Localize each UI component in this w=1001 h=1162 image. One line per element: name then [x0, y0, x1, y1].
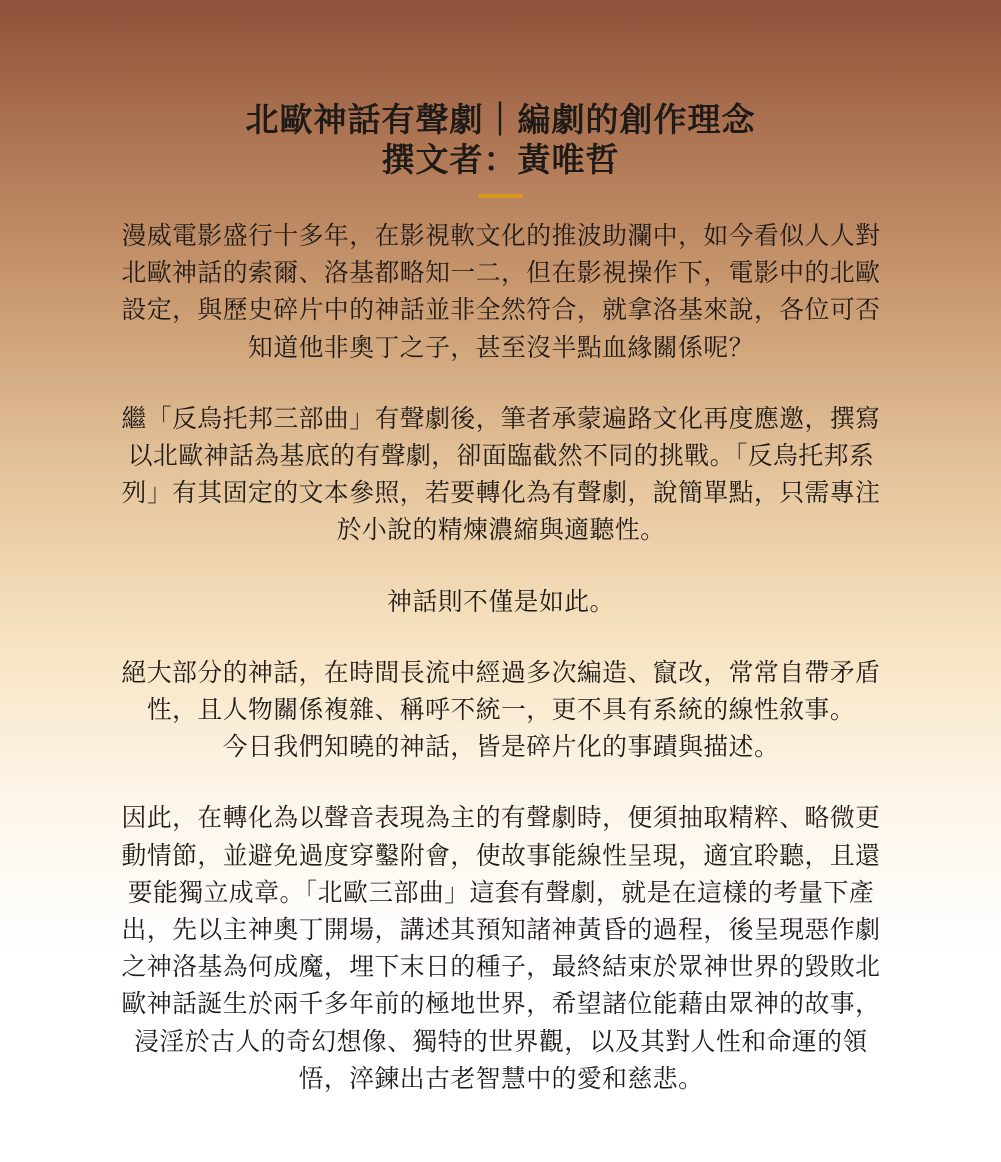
- text-line: 歐神話誕生於兩千多年前的極地世界，希望諸位能藉由眾神的故事，: [121, 989, 881, 1019]
- text-line: 設定，與歷史碎片中的神話並非全然符合，就拿洛基來說，各位可否: [121, 295, 881, 325]
- text-line: 之神洛基為何成魔，埋下末日的種子，最終結束於眾神世界的毀敗北: [121, 952, 881, 982]
- text-line: 出，先以主神奧丁開場，講述其預知諸神黃昏的過程，後呈現惡作劇: [121, 915, 881, 945]
- text-line: 悟，淬鍊出古老智慧中的愛和慈悲。: [298, 1063, 704, 1093]
- text-line: 要能獨立成章。「北歐三部曲」這套有聲劇，就是在這樣的考量下產: [127, 877, 875, 907]
- text-line: 以北歐神話為基底的有聲劇，卻面臨截然不同的挑戰。「反烏托邦系: [127, 441, 875, 471]
- paragraph-challenge: [68, 400, 934, 549]
- text-line: 絕大部分的神話，在時間長流中經過多次編造、竄改，常常自帶矛盾: [121, 657, 881, 687]
- text-line: 浸淫於古人的奇幻想像、獨特的世界觀，以及其對人性和命運的領: [134, 1026, 868, 1056]
- text-line: 性，且人物關係複雜、稱呼不統一，更不具有系統的線性敘事。: [146, 695, 856, 725]
- text-line: 知道他非奧丁之子，甚至沒半點血緣關係呢？: [248, 332, 754, 362]
- article-header: [0, 100, 1001, 198]
- article-title: 北歐神話有聲劇｜編劇的創作理念: [245, 100, 756, 139]
- text-line: 北歐神話的索爾、洛基都略知一二，但在影視操作下，電影中的北歐: [121, 258, 881, 288]
- text-line: 神話則不僅是如此。: [387, 586, 615, 616]
- text-line: 漫威電影盛行十多年，在影視軟文化的推波助瀾中，如今看似人人對: [121, 221, 881, 250]
- text-line: 今日我們知曉的神話，皆是碎片化的事蹟與描述。: [222, 732, 780, 762]
- text-line: 繼「反烏托邦三部曲」有聲劇後，筆者承蒙遍路文化再度應邀，撰寫: [121, 403, 881, 433]
- article-author: 撰文者：黃唯哲: [381, 140, 620, 179]
- text-line: 因此，在轉化為以聲音表現為主的有聲劇時，便須抽取精粹、略微更: [121, 803, 881, 833]
- paragraph-myth-statement: [68, 583, 934, 620]
- text-line: 動情節，並避免過度穿鑿附會，使故事能線性呈現，適宜聆聽，且還: [121, 840, 881, 870]
- text-line: 於小說的精煉濃縮與適聽性。: [336, 515, 666, 545]
- paragraph-conclusion: [68, 799, 934, 1097]
- article-body: [68, 217, 934, 1131]
- text-line: 列」有其固定的文本參照，若要轉化為有聲劇，說簡單點，只需專注: [121, 478, 881, 508]
- paragraph-myth-nature: [68, 654, 934, 766]
- title-divider: [479, 194, 523, 198]
- paragraph-intro: [68, 217, 934, 366]
